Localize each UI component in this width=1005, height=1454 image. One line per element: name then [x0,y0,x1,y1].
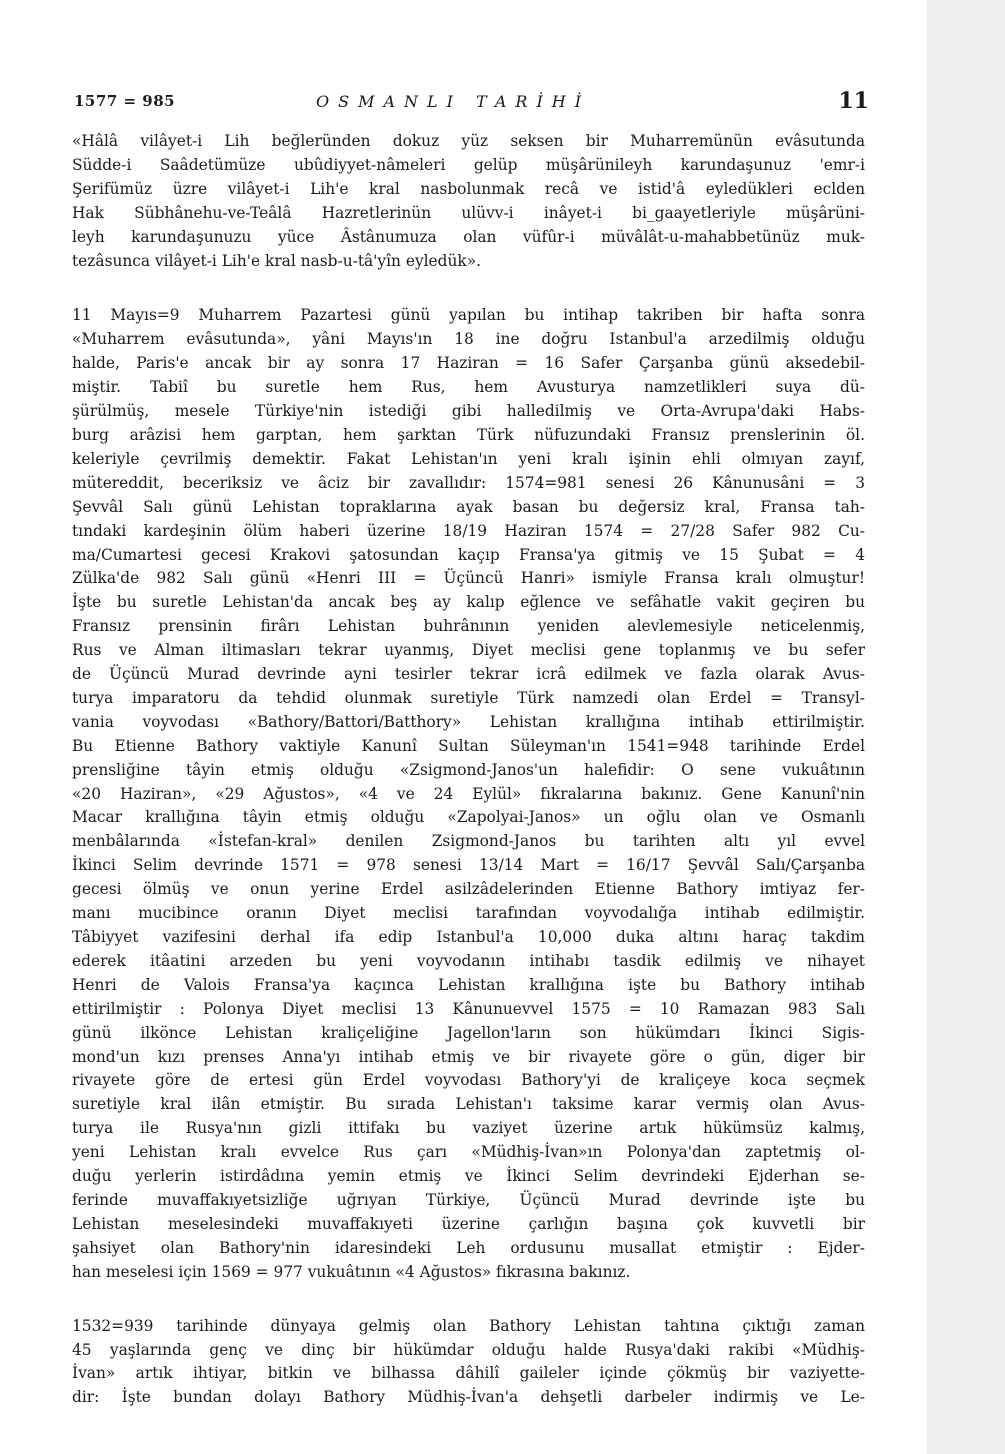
text-line: Henri de Valois Fransa'ya kaçınca Lehistan krallığına işte bu Bathory intihab [72,975,865,994]
text-line: prensliğine tâyin etmiş olduğu «Zsigmond-Janos'un halefidir: O sene vukuâtının [72,760,865,779]
paragraph-gap [72,1285,865,1315]
text-line: tezâsunca vilâyet-i Lih'e kral nasb-u-tâ'yîn eyledük». [72,251,482,270]
paragraph-quote [72,130,865,273]
text-line: dir: İşte bundan dolayı Bathory Müdhiş-İvan'a dehşetli darbeler indirmiş ve Le- [72,1388,865,1407]
text-line: Fransız prensinin firârı Lehistan buhrânının yeniden alevlemesiyle neticelenmiş, [72,617,865,636]
text-line: 11 Mayıs=9 Muharrem Pazartesi günü yapılan bu intihap takriben bir hafta sonra [72,306,865,325]
text-line: günü ilkönce Lehistan kraliçeliğine Jagellon'ların son hükümdarı İkinci Sigis- [72,1023,865,1042]
page-number: 11 [838,88,869,114]
viewer-background [927,0,1005,1454]
text-line: 1532=939 tarihinde dünyaya gelmiş olan Bathory Lehistan tahtına çıktığı zaman [72,1316,865,1335]
text-line: burg arâzisi hem garptan, hem şarktan Türk nüfuzundaki Fransız prenslerinin öl. [72,425,865,444]
text-line: Südde-i Saâdetümüze ubûdiyyet-nâmeleri gelüp müşârünileyh karundaşunuz 'emr-i [72,155,865,174]
text-line: «Hâlâ vilâyet-i Lih beğleründen dokuz yüz seksen bir Muharremünün evâsutunda [72,132,865,150]
text-line: keleriyle çevrilmiş demektir. Fakat Lehistan'ın yeni kralı işinin ehli olmıyan zayıf, [72,449,865,468]
paragraph-election [72,304,865,1284]
text-line: «Muharrem evâsutunda», yâni Mayıs'ın 18 ine doğru Istanbul'a arzedilmiş olduğu [72,330,865,349]
paragraph-gap [72,273,865,304]
text-line: suretiyle kral ilân etmiştir. Bu sırada Lehistan'ı taksime karar vermiş olan Avus- [72,1095,865,1114]
text-line: tındaki kardeşinin ölüm haberi üzerine 18/19 Haziran 1574 = 27/28 Safer 982 Cu- [72,521,865,540]
text-line: turya imparatoru da tehdid olunmak suretiyle Türk namzedi olan Erdel = Transyl- [72,688,865,707]
text-line: halde, Paris'e ancak bir ay sonra 17 Haziran = 16 Safer Çarşanba günü aksedebil- [72,354,865,373]
text-line: mütereddit, beceriksiz ve âciz bir zavallıdır: 1574=981 senesi 26 Kânunusâni = 3 [72,473,865,492]
text-line: miştir. Tabiî bu suretle hem Rus, hem Avusturya namzetlikleri suya dü- [72,378,865,397]
text-line: İkinci Selim devrinde 1571 = 978 senesi 13/14 Mart = 16/17 Şevvâl Salı/Çarşanba [72,856,865,875]
text-line: Lehistan meselesindeki muvaffakıyeti üzerine çarlığın başına çok kuvvetli bir [72,1214,865,1233]
text-line: 45 yaşlarında genç ve dinç bir hükümdar olduğu halde Rusya'daki rakibi «Müdhiş- [72,1340,865,1359]
text-line: şahsiyet olan Bathory'nin idaresindeki Leh ordusunu musallat etmiştir : Ejder- [72,1238,865,1257]
text-line: şürülmüş, mesele Türkiye'nin istediği gibi halledilmiş ve Orta-Avrupa'daki Habs- [72,402,865,421]
text-line: rivayete göre de ertesi gün Erdel voyvodası Bathory'yi de kraliçeye koca seçmek [72,1071,865,1090]
text-line: duğu yerlerin istirdâdına yemin etmiş ve İkinci Selim devrindeki Ejderhan se- [72,1167,865,1186]
text-line: mond'un kızı prenses Anna'yı intihab etmiş ve bir rivayete göre o gün, diger bir [72,1047,865,1066]
text-line: Zülka'de 982 Salı günü «Henri III = Üçüncü Hanri» ismiyle Fransa kralı olmuştur! [72,569,865,588]
text-line: de Üçüncü Murad devrinde ayni tesirler tekrar icrâ edilmek ve fazla olarak Avus- [72,665,865,684]
text-line: yeni Lehistan kralı evvelce Rus çarı «Müdhiş-İvan»ın Polonya'dan zaptetmiş ol- [72,1143,865,1162]
text-line: han meselesi için 1569 = 977 vukuâtının «4 Ağustos» fıkrasına bakınız. [72,1262,631,1281]
text-line: İvan» artık ihtiyar, bitkin ve bilhassa dâhilî gaileler içinde çökmüş bir vaziyette- [72,1364,865,1383]
text-line: Şerifümüz üzre vilâyet-i Lih'e kral nasbolunmak recâ ve istid'â eyledükleri eclden [72,179,865,198]
text-line: ederek itâatini arzeden bu yeni voyvodanın intihabı tasdik edilmiş ve nihayet [72,951,865,970]
text-line: Bu Etienne Bathory vaktiyle Kanunî Sultan Süleyman'ın 1541=948 tarihinde Erdel [72,736,865,755]
text-line: manı mucibince oranın Diyet meclisi tarafından voyvodalığa intihab edilmiştir. [72,904,865,923]
text-line: gecesi ölmüş ve onun yerine Erdel asilzâdelerinden Etienne Bathory imtiyaz fer- [72,880,865,899]
text-line: ferinde muvaffakıyetsizliğe uğrıyan Türkiye, Üçüncü Murad devrinde işte bu [72,1190,865,1209]
text-line: Tâbiyyet vazifesini derhal ifa edip Istanbul'a 10,000 duka altını haraç takdim [72,928,865,946]
text-line: Hak Sübhânehu-ve-Teâlâ Hazretlerinün ulüvv-i inâyet-i bi_gaayetleriyle müşârüni- [72,203,865,222]
text-line: leyh karundaşunuzu yüce Âstânumuza olan vüfûr-i müvâlât-u-mahabbetünüz muk- [72,227,865,246]
text-line: menbâlarında «İstefan-kral» denilen Zsigmond-Janos bu tarihten altı yıl evvel [72,832,865,851]
page-content [72,88,869,1410]
text-line: turya ile Rusya'nın gizli ittifakı bu vaziyet üzerine artık hükümsüz kalmış, [72,1119,865,1138]
text-line: Macar krallığına tâyin etmiş olduğu «Zapolyai-Janos» un oğlu olan ve Osmanlı [72,808,865,827]
header-title: OSMANLI TARİHİ [316,92,591,111]
text-line: ma/Cumartesi gecesi Krakovi şatosundan kaçıp Fransa'ya gitmiş ve 15 Şubat = 4 [72,545,865,564]
text-line: ettirilmiştir : Polonya Diyet meclisi 13 Kânunuevvel 1575 = 10 Ramazan 983 Salı [72,999,865,1018]
header-date: 1577 = 985 [74,92,176,110]
text-line: «20 Haziran», «29 Ağustos», «4 ve 24 Eylül» fıkralarına bakınız. Gene Kanunî'nin [72,784,865,803]
text-line: vania voyvodası «Bathory/Battori/Batthory» Lehistan krallığına intihab ettirilmiştir. [72,712,865,731]
paragraph-bathory [72,1315,865,1411]
text-line: İşte bu suretle Lehistan'da ancak beş ay kalıp eğlence ve sefâhatle vakit geçiren bu [72,593,865,612]
text-line: Şevvâl Salı günü Lehistan topraklarına ayak basan bu değersiz kral, Fransa tah- [72,497,865,516]
text-line: Rus ve Alman iltimasları tekrar uyanmış, Diyet meclisi gene toplanmış ve bu sefer [72,641,865,660]
page-header [72,88,869,122]
